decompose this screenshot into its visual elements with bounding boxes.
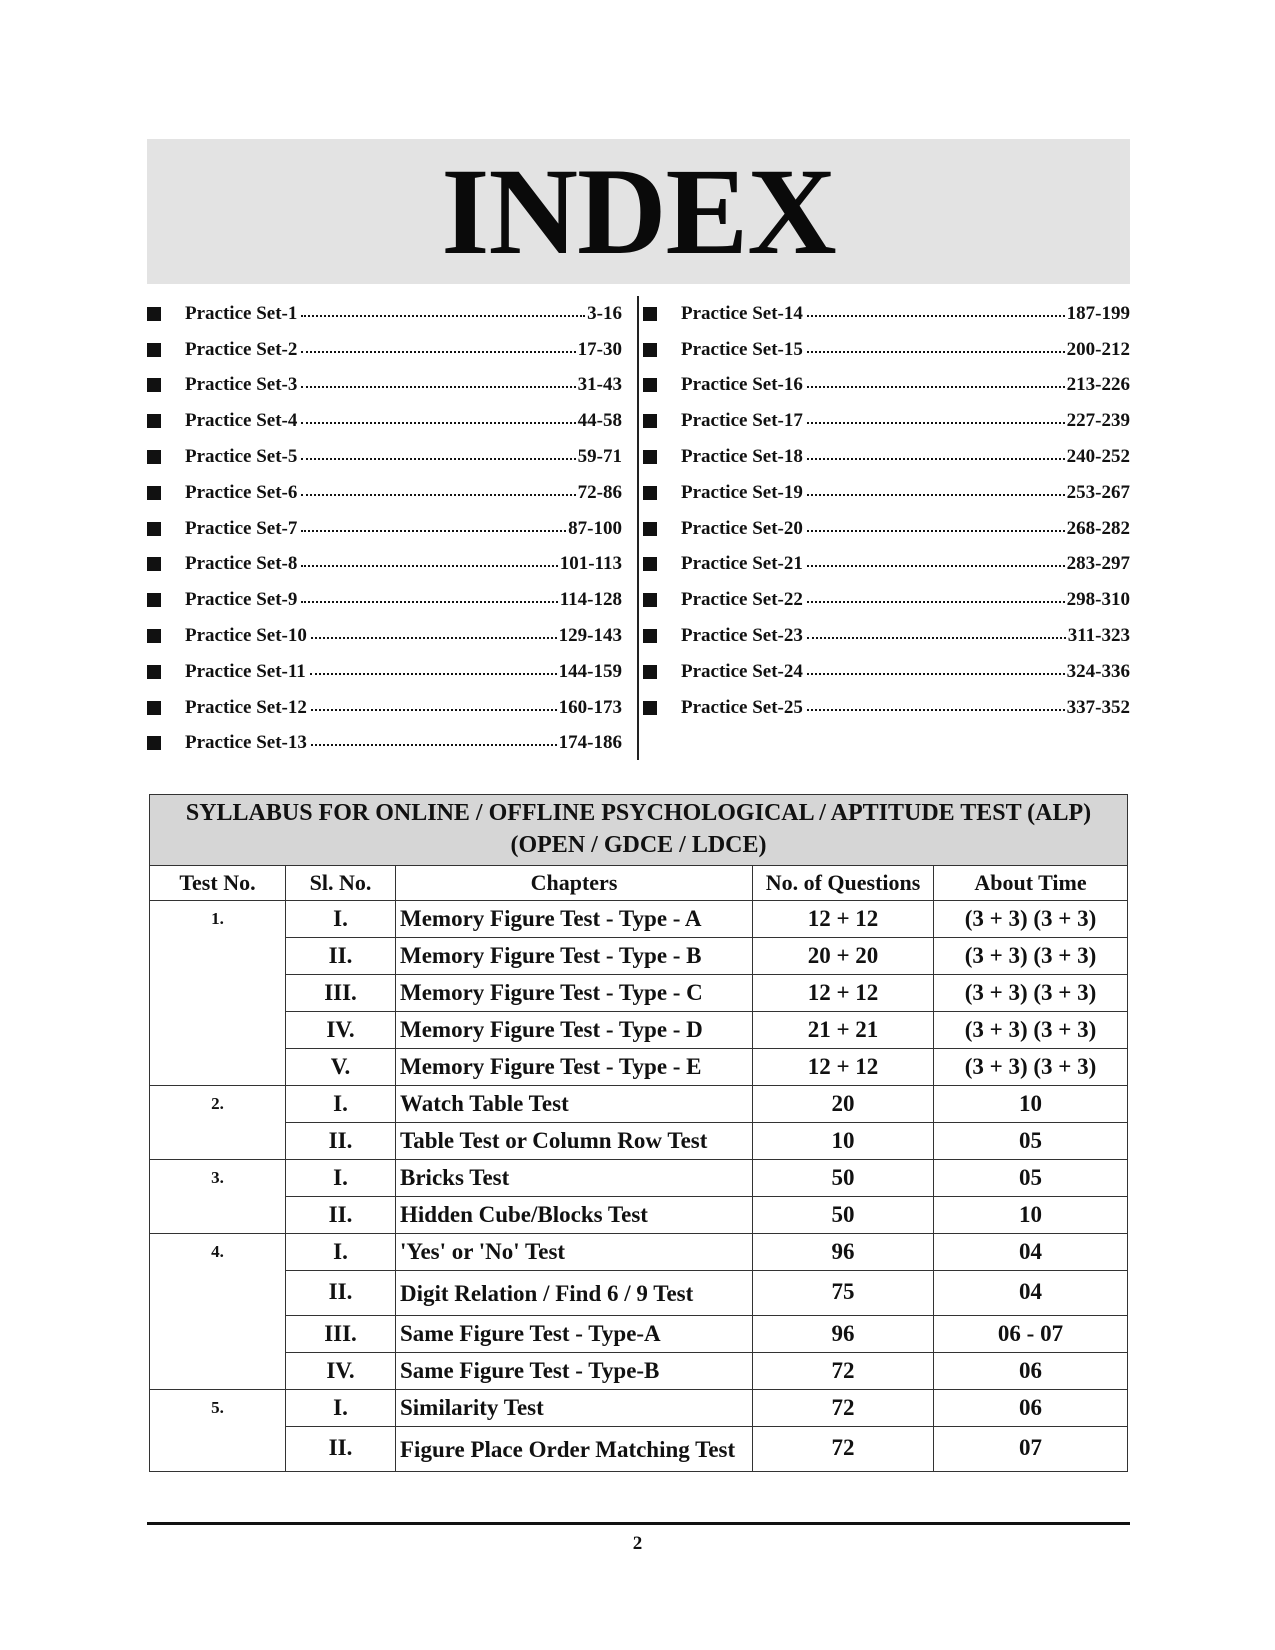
square-bullet-icon — [147, 629, 161, 643]
toc-item-pages: 160-173 — [558, 696, 622, 718]
toc-item-label: Practice Set-19 — [681, 481, 803, 503]
square-bullet-icon — [643, 378, 657, 392]
toc-dot-leader — [310, 673, 557, 675]
toc-item-label: Practice Set-24 — [681, 660, 803, 682]
syllabus-heading-line2: (OPEN / GDCE / LDCE) — [510, 832, 767, 858]
toc-item-label: Practice Set-18 — [681, 446, 803, 468]
toc-item-label: Practice Set-3 — [185, 374, 298, 396]
time-cell: (3 + 3) (3 + 3) — [934, 975, 1128, 1012]
questions-cell: 50 — [753, 1160, 934, 1197]
toc-dot-leader — [301, 494, 575, 496]
toc-divider — [637, 296, 639, 760]
square-bullet-icon — [147, 665, 161, 679]
chapter-cell: Same Figure Test - Type-A — [396, 1316, 753, 1353]
toc-dot-leader — [301, 422, 575, 424]
toc-item-label: Practice Set-1 — [185, 302, 298, 324]
questions-cell: 50 — [753, 1197, 934, 1234]
toc-dot-leader — [301, 458, 575, 460]
toc-dot-leader — [807, 637, 1066, 639]
toc-item — [147, 439, 622, 475]
test-number-cell: 1. — [150, 901, 286, 1086]
toc-dot-leader — [807, 530, 1065, 532]
toc-item-pages: 59-71 — [577, 446, 622, 468]
syllabus-heading-line1: SYLLABUS FOR ONLINE / OFFLINE PSYCHOLOGICAL / APTITUDE TEST (ALP) — [185, 800, 1092, 826]
toc-item — [147, 726, 622, 762]
table-row — [150, 1353, 1128, 1390]
toc-dot-leader — [311, 744, 557, 746]
toc-item — [643, 332, 1130, 368]
serial-number-cell: I. — [286, 1390, 396, 1427]
table-row — [150, 1049, 1128, 1086]
toc-item — [643, 690, 1130, 726]
time-cell: 04 — [934, 1234, 1128, 1271]
questions-cell: 12 + 12 — [753, 1049, 934, 1086]
questions-cell: 20 — [753, 1086, 934, 1123]
square-bullet-icon — [147, 378, 161, 392]
toc-item — [147, 690, 622, 726]
toc-dot-leader — [807, 422, 1065, 424]
column-header-time: About Time — [934, 866, 1128, 901]
time-cell: 04 — [934, 1271, 1128, 1316]
chapter-cell: Similarity Test — [396, 1390, 753, 1427]
toc-item — [147, 403, 622, 439]
toc-dot-leader — [807, 673, 1065, 675]
toc-item-pages: 87-100 — [568, 517, 622, 539]
table-row — [150, 975, 1128, 1012]
square-bullet-icon — [643, 593, 657, 607]
serial-number-cell: II. — [286, 938, 396, 975]
toc-item-label: Practice Set-15 — [681, 338, 803, 360]
square-bullet-icon — [147, 343, 161, 357]
toc-dot-leader — [807, 709, 1065, 711]
serial-number-cell: I. — [286, 1234, 396, 1271]
table-row — [150, 1427, 1128, 1472]
toc-item-label: Practice Set-22 — [681, 589, 803, 611]
square-bullet-icon — [147, 414, 161, 428]
square-bullet-icon — [643, 522, 657, 536]
toc-item-label: Practice Set-4 — [185, 410, 298, 432]
square-bullet-icon — [643, 307, 657, 321]
table-row — [150, 1086, 1128, 1123]
toc-dot-leader — [301, 565, 557, 567]
toc-item-label: Practice Set-12 — [185, 696, 307, 718]
chapter-cell: 'Yes' or 'No' Test — [396, 1234, 753, 1271]
column-header-sl-no: Sl. No. — [286, 866, 396, 901]
square-bullet-icon — [643, 557, 657, 571]
syllabus-table — [149, 794, 1128, 1472]
toc-dot-leader — [807, 351, 1065, 353]
toc-item-pages: 227-239 — [1066, 410, 1130, 432]
toc-item-pages: 17-30 — [577, 338, 622, 360]
toc-dot-leader — [807, 386, 1065, 388]
chapter-cell: Memory Figure Test - Type - B — [396, 938, 753, 975]
toc-dot-leader — [301, 601, 557, 603]
square-bullet-icon — [147, 450, 161, 464]
questions-cell: 96 — [753, 1316, 934, 1353]
chapter-cell: Memory Figure Test - Type - D — [396, 1012, 753, 1049]
toc-item — [147, 618, 622, 654]
toc-item — [643, 618, 1130, 654]
serial-number-cell: IV. — [286, 1353, 396, 1390]
toc-item-label: Practice Set-25 — [681, 696, 803, 718]
column-header-chapters: Chapters — [396, 866, 753, 901]
time-cell: 05 — [934, 1160, 1128, 1197]
toc-item-pages: 200-212 — [1066, 338, 1130, 360]
syllabus-heading-row — [150, 795, 1128, 866]
questions-cell: 20 + 20 — [753, 938, 934, 975]
test-number-cell: 4. — [150, 1234, 286, 1390]
square-bullet-icon — [643, 450, 657, 464]
toc-item-label: Practice Set-23 — [681, 625, 803, 647]
chapter-cell: Hidden Cube/Blocks Test — [396, 1197, 753, 1234]
toc-item-pages: 129-143 — [558, 625, 622, 647]
toc-dot-leader — [301, 315, 585, 317]
table-row — [150, 938, 1128, 975]
table-of-contents — [147, 296, 1130, 766]
toc-item-pages: 101-113 — [559, 553, 622, 575]
toc-item-label: Practice Set-9 — [185, 589, 298, 611]
toc-dot-leader — [807, 601, 1065, 603]
table-row — [150, 1012, 1128, 1049]
toc-item-pages: 268-282 — [1066, 517, 1130, 539]
page-number: 2 — [632, 1533, 643, 1554]
toc-item-pages: 187-199 — [1066, 302, 1130, 324]
table-row — [150, 1197, 1128, 1234]
toc-item-pages: 324-336 — [1066, 660, 1130, 682]
toc-item — [147, 547, 622, 583]
toc-item-label: Practice Set-5 — [185, 446, 298, 468]
serial-number-cell: II. — [286, 1271, 396, 1316]
time-cell: 06 — [934, 1353, 1128, 1390]
toc-item — [643, 475, 1130, 511]
questions-cell: 10 — [753, 1123, 934, 1160]
toc-item — [643, 654, 1130, 690]
time-cell: (3 + 3) (3 + 3) — [934, 1049, 1128, 1086]
questions-cell: 12 + 12 — [753, 975, 934, 1012]
toc-item — [147, 368, 622, 404]
toc-dot-leader — [301, 386, 575, 388]
toc-dot-leader — [807, 565, 1065, 567]
test-number-cell: 5. — [150, 1390, 286, 1472]
table-row — [150, 1390, 1128, 1427]
square-bullet-icon — [147, 557, 161, 571]
toc-item — [643, 511, 1130, 547]
serial-number-cell: II. — [286, 1197, 396, 1234]
serial-number-cell: II. — [286, 1123, 396, 1160]
time-cell: (3 + 3) (3 + 3) — [934, 1012, 1128, 1049]
toc-item-label: Practice Set-16 — [681, 374, 803, 396]
footer-rule — [147, 1522, 1130, 1525]
serial-number-cell: III. — [286, 1316, 396, 1353]
toc-item-label: Practice Set-8 — [185, 553, 298, 575]
toc-item — [643, 368, 1130, 404]
toc-item — [147, 582, 622, 618]
time-cell: 10 — [934, 1197, 1128, 1234]
toc-item — [643, 582, 1130, 618]
square-bullet-icon — [643, 414, 657, 428]
syllabus-heading — [150, 795, 1128, 866]
square-bullet-icon — [643, 343, 657, 357]
toc-dot-leader — [807, 494, 1065, 496]
serial-number-cell: V. — [286, 1049, 396, 1086]
serial-number-cell: II. — [286, 1427, 396, 1472]
toc-item-label: Practice Set-7 — [185, 517, 298, 539]
toc-item — [147, 332, 622, 368]
time-cell: 05 — [934, 1123, 1128, 1160]
toc-item — [147, 654, 622, 690]
questions-cell: 96 — [753, 1234, 934, 1271]
test-number-cell: 3. — [150, 1160, 286, 1234]
square-bullet-icon — [643, 665, 657, 679]
toc-item-label: Practice Set-17 — [681, 410, 803, 432]
toc-item — [147, 296, 622, 332]
toc-item-label: Practice Set-21 — [681, 553, 803, 575]
toc-item-pages: 213-226 — [1066, 374, 1130, 396]
toc-item-pages: 253-267 — [1066, 481, 1130, 503]
toc-item-pages: 298-310 — [1066, 589, 1130, 611]
serial-number-cell: I. — [286, 1086, 396, 1123]
chapter-cell: Same Figure Test - Type-B — [396, 1353, 753, 1390]
toc-item-pages: 72-86 — [577, 481, 622, 503]
chapter-cell: Bricks Test — [396, 1160, 753, 1197]
square-bullet-icon — [147, 593, 161, 607]
toc-item — [147, 475, 622, 511]
questions-cell: 21 + 21 — [753, 1012, 934, 1049]
questions-cell: 12 + 12 — [753, 901, 934, 938]
serial-number-cell: IV. — [286, 1012, 396, 1049]
square-bullet-icon — [643, 486, 657, 500]
toc-dot-leader — [807, 315, 1065, 317]
toc-dot-leader — [311, 709, 557, 711]
square-bullet-icon — [147, 307, 161, 321]
toc-item-label: Practice Set-14 — [681, 302, 803, 324]
toc-item-pages: 3-16 — [587, 302, 622, 324]
chapter-cell: Table Test or Column Row Test — [396, 1123, 753, 1160]
test-number-cell: 2. — [150, 1086, 286, 1160]
index-banner — [147, 139, 1130, 284]
table-row — [150, 1160, 1128, 1197]
toc-item — [147, 511, 622, 547]
toc-right-column — [643, 296, 1130, 726]
time-cell: 07 — [934, 1427, 1128, 1472]
toc-item-label: Practice Set-6 — [185, 481, 298, 503]
time-cell: (3 + 3) (3 + 3) — [934, 938, 1128, 975]
square-bullet-icon — [643, 629, 657, 643]
syllabus-body — [150, 901, 1128, 1472]
table-row — [150, 1316, 1128, 1353]
toc-dot-leader — [311, 637, 557, 639]
table-row — [150, 1271, 1128, 1316]
square-bullet-icon — [147, 701, 161, 715]
column-header-questions: No. of Questions — [753, 866, 934, 901]
page-title: INDEX — [441, 143, 836, 280]
table-row — [150, 901, 1128, 938]
time-cell: (3 + 3) (3 + 3) — [934, 901, 1128, 938]
chapter-cell: Digit Relation / Find 6 / 9 Test — [396, 1271, 753, 1316]
chapter-cell: Watch Table Test — [396, 1086, 753, 1123]
toc-item-label: Practice Set-13 — [185, 732, 307, 754]
square-bullet-icon — [147, 736, 161, 750]
questions-cell: 72 — [753, 1427, 934, 1472]
chapter-cell: Memory Figure Test - Type - A — [396, 901, 753, 938]
toc-item-pages: 240-252 — [1066, 446, 1130, 468]
toc-item-label: Practice Set-10 — [185, 625, 307, 647]
time-cell: 06 — [934, 1390, 1128, 1427]
questions-cell: 75 — [753, 1271, 934, 1316]
toc-item — [643, 403, 1130, 439]
toc-dot-leader — [301, 530, 566, 532]
toc-item-label: Practice Set-2 — [185, 338, 298, 360]
serial-number-cell: I. — [286, 901, 396, 938]
time-cell: 10 — [934, 1086, 1128, 1123]
toc-item-label: Practice Set-11 — [185, 660, 306, 682]
serial-number-cell: I. — [286, 1160, 396, 1197]
column-header-row — [150, 866, 1128, 901]
toc-item-label: Practice Set-20 — [681, 517, 803, 539]
toc-item-pages: 31-43 — [577, 374, 622, 396]
toc-item — [643, 547, 1130, 583]
toc-item — [643, 296, 1130, 332]
table-row — [150, 1123, 1128, 1160]
toc-item-pages: 311-323 — [1067, 625, 1130, 647]
toc-item-pages: 283-297 — [1066, 553, 1130, 575]
questions-cell: 72 — [753, 1353, 934, 1390]
toc-dot-leader — [301, 351, 575, 353]
chapter-cell: Memory Figure Test - Type - E — [396, 1049, 753, 1086]
toc-item-pages: 144-159 — [558, 660, 622, 682]
square-bullet-icon — [147, 522, 161, 536]
toc-dot-leader — [807, 458, 1065, 460]
time-cell: 06 - 07 — [934, 1316, 1128, 1353]
column-header-test-no: Test No. — [150, 866, 286, 901]
table-row — [150, 1234, 1128, 1271]
square-bullet-icon — [147, 486, 161, 500]
serial-number-cell: III. — [286, 975, 396, 1012]
questions-cell: 72 — [753, 1390, 934, 1427]
chapter-cell: Memory Figure Test - Type - C — [396, 975, 753, 1012]
toc-item — [643, 439, 1130, 475]
toc-item-pages: 337-352 — [1066, 696, 1130, 718]
toc-item-pages: 44-58 — [577, 410, 622, 432]
toc-item-pages: 114-128 — [559, 589, 622, 611]
toc-left-column — [147, 296, 622, 761]
chapter-cell: Figure Place Order Matching Test — [396, 1427, 753, 1472]
toc-item-pages: 174-186 — [558, 732, 622, 754]
square-bullet-icon — [643, 701, 657, 715]
